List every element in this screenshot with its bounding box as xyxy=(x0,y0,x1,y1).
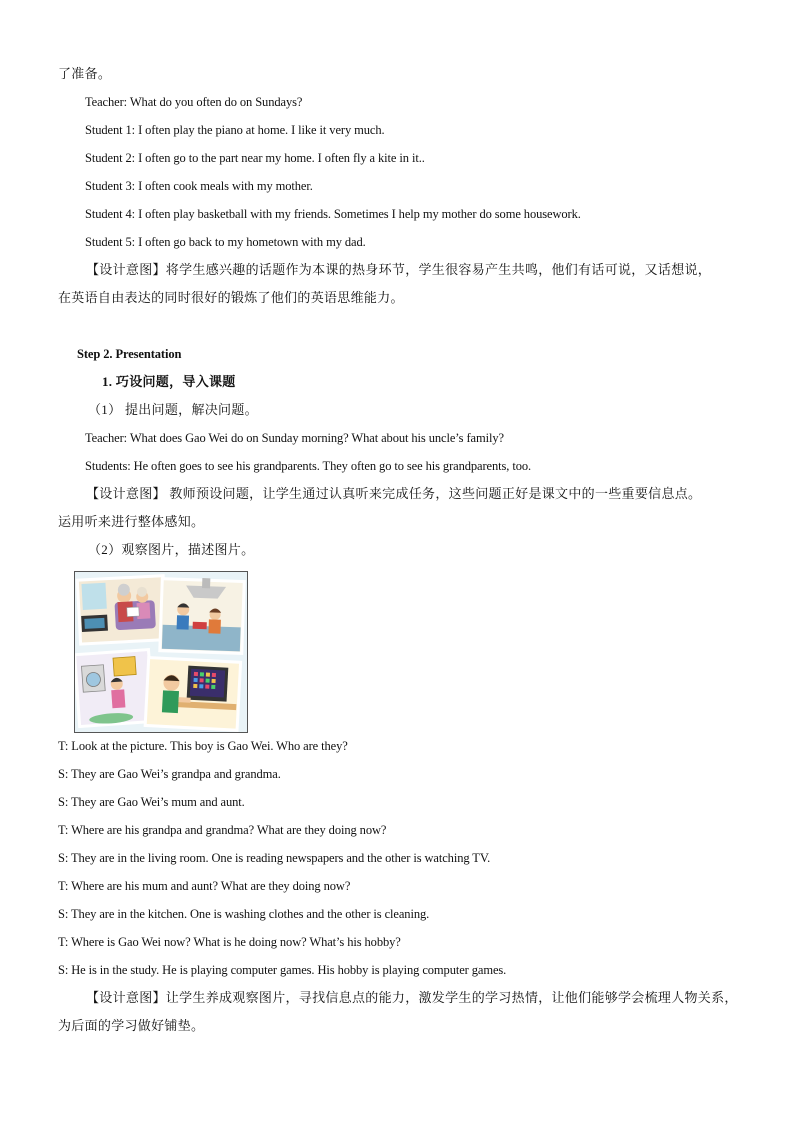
design-intent-note: 【设计意图】 教师预设问题，让学生通过认真听来完成任务，这些问题正好是课文中的一些重要信息点。 xyxy=(86,486,702,501)
design-intent-note-cont: 为后面的学习做好铺垫。 xyxy=(58,1018,205,1033)
section-heading: Step 2. Presentation xyxy=(77,347,182,361)
dialogue-line: S: They are Gao Wei’s grandpa and grandma. xyxy=(58,767,281,781)
dialogue-line: T: Look at the picture. This boy is Gao Wei. Who are they? xyxy=(58,739,348,753)
dialogue-line: T: Where are his grandpa and grandma? What are they doing now? xyxy=(58,823,387,837)
dialogue-line: S: They are in the kitchen. One is washing clothes and the other is cleaning. xyxy=(58,907,430,921)
dialogue-line: T: Where is Gao Wei now? What is he doing now? What’s his hobby? xyxy=(58,935,401,949)
dialogue-line: S: He is in the study. He is playing computer games. His hobby is playing computer games. xyxy=(58,963,507,977)
subsection-heading: 1. 巧设问题，导入课题 xyxy=(102,374,236,389)
dialogue-line: Teacher: What does Gao Wei do on Sunday morning? What about his uncle’s family? xyxy=(85,431,504,445)
dialogue-line: S: They are Gao Wei’s mum and aunt. xyxy=(58,795,245,809)
design-intent-note: 【设计意图】将学生感兴趣的话题作为本课的热身环节，学生很容易产生共鸣，他们有话可说，又话想说， xyxy=(86,262,712,277)
dialogue-line: Student 2: I often go to the part near my home. I often fly a kite in it.. xyxy=(85,151,425,165)
dialogue-line: Teacher: What do you often do on Sundays? xyxy=(85,95,303,109)
design-intent-note-cont: 运用听来进行整体感知。 xyxy=(58,514,205,529)
dialogue-line: Student 4: I often play basketball with my friends. Sometimes I help my mother do some housework. xyxy=(85,207,581,221)
paragraph-continuation: 了准备。 xyxy=(58,66,112,81)
dialogue-line: T: Where are his mum and aunt? What are they doing now? xyxy=(58,879,351,893)
sub-step-label: （1） 提出问题，解决问题。 xyxy=(88,402,258,417)
sub-step-label: （2）观察图片，描述图片。 xyxy=(88,542,255,557)
design-intent-note: 【设计意图】让学生养成观察图片，寻找信息点的能力，激发学生的学习热情，让他们能够学会梳理人物关系， xyxy=(86,990,738,1005)
family-illustration xyxy=(74,571,248,733)
dialogue-line: S: They are in the living room. One is reading newspapers and the other is watching TV. xyxy=(58,851,491,865)
dialogue-line: Student 5: I often go back to my hometown with my dad. xyxy=(85,235,366,249)
dialogue-line: Student 1: I often play the piano at home. I like it very much. xyxy=(85,123,385,137)
dialogue-line: Student 3: I often cook meals with my mother. xyxy=(85,179,313,193)
dialogue-line: Students: He often goes to see his grandparents. They often go to see his grandparents, too. xyxy=(85,459,532,473)
design-intent-note-cont: 在英语自由表达的同时很好的锻炼了他们的英语思维能力。 xyxy=(58,290,404,305)
